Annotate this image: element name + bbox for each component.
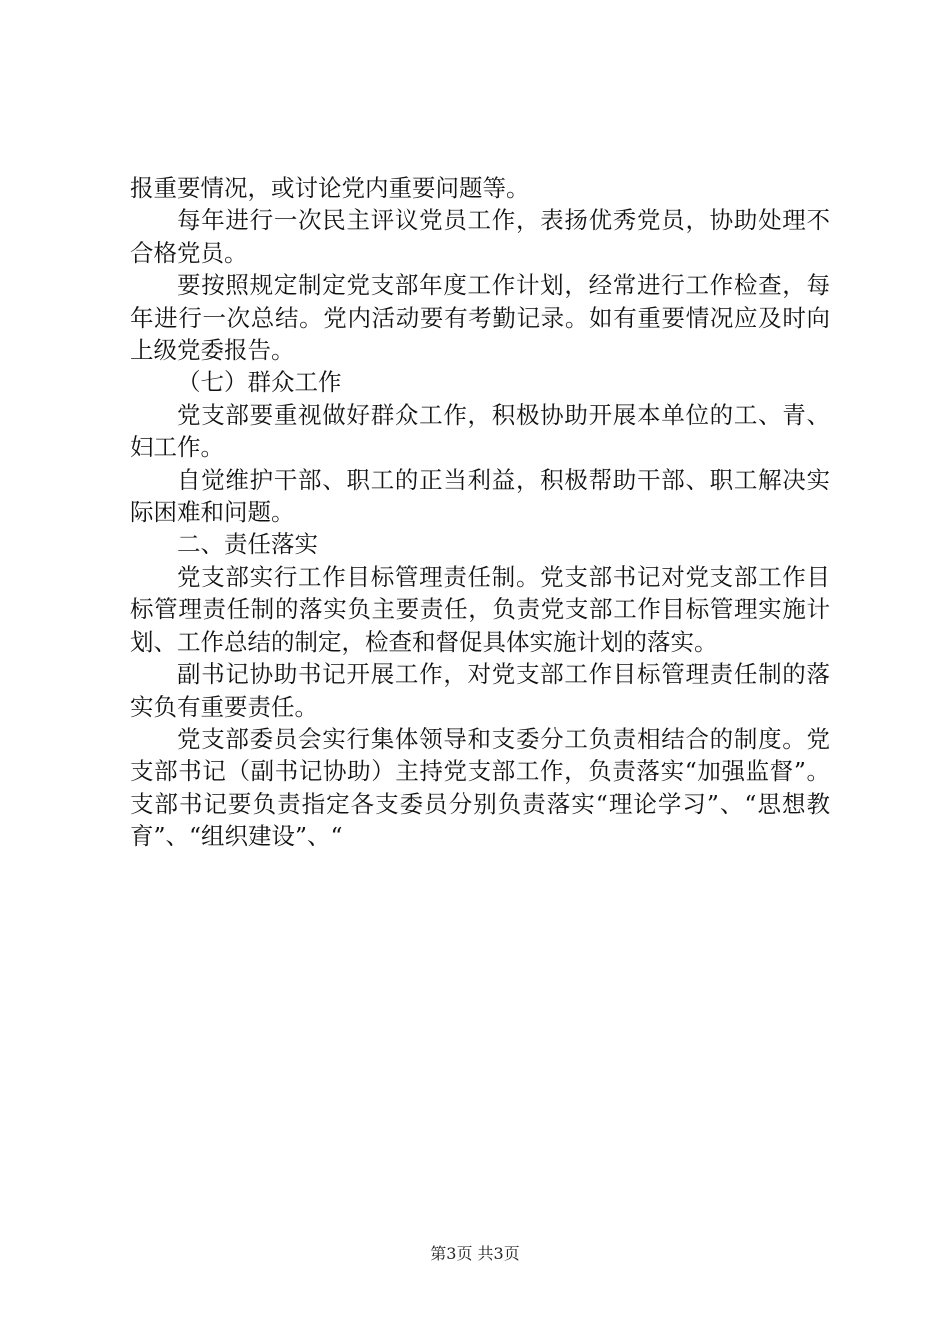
document-body [130, 172, 830, 853]
paragraph-responsibility-system: 党支部实行工作目标管理责任制。党支部书记对党支部工作目标管理责任制的落实负主要责任，负责党支部工作目标管理实施计划、工作总结的制定，检查和督促具体实施计划的落实。 [130, 562, 830, 656]
paragraph-work-plan: 要按照规定制定党支部年度工作计划，经常进行工作检查，每年进行一次总结。党内活动要有考勤记录。如有重要情况应及时向上级党委报告。 [130, 271, 830, 365]
paragraph-continuation: 报重要情况，或讨论党内重要问题等。 [130, 174, 530, 202]
section-heading-responsibility: 二、责任落实 [177, 530, 318, 559]
paragraph-committee-system: 党支部委员会实行集体领导和支委分工负责相结合的制度。党支部书记（副书记协助）主持党支部工作，负责落实“加强监督”。支部书记要负责指定各支委员分别负责落实“理论学习”、“思想教育”、“组织建设”、“ [130, 724, 830, 851]
paragraph-evaluation: 每年进行一次民主评议党员工作，表扬优秀党员，协助处理不合格党员。 [130, 206, 830, 267]
page-number-footer: 第3页 共3页 [430, 1244, 520, 1263]
paragraph-mass-work: 党支部要重视做好群众工作，积极协助开展本单位的工、青、妇工作。 [130, 400, 830, 462]
section-heading-mass-work: （七）群众工作 [177, 368, 342, 397]
paragraph-deputy-secretary: 副书记协助书记开展工作，对党支部工作目标管理责任制的落实负有重要责任。 [130, 660, 830, 721]
paragraph-rights-protection: 自觉维护干部、职工的正当利益，积极帮助干部、职工解决实际困难和问题。 [130, 465, 830, 527]
